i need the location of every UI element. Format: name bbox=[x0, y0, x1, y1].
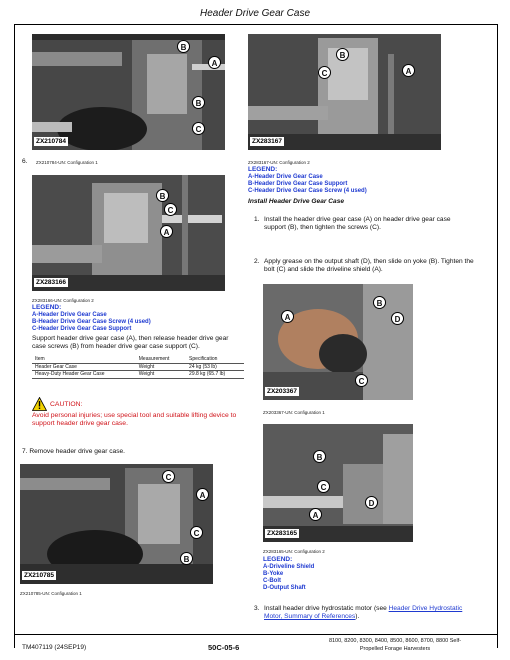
legend-heading: LEGEND: bbox=[263, 556, 293, 563]
callout-a: A bbox=[281, 310, 294, 323]
spec-table bbox=[32, 356, 244, 379]
legend-heading: LEGEND: bbox=[32, 304, 62, 311]
step-number: 3. bbox=[254, 605, 260, 612]
footer-rule bbox=[14, 634, 498, 635]
table-cell: 29.8 kg (65.7 lb) bbox=[186, 371, 244, 379]
callout-c: C bbox=[164, 203, 177, 216]
legend-item: C-Bolt bbox=[263, 577, 281, 584]
callout-b: B bbox=[180, 552, 193, 565]
caution-label: CAUTION: bbox=[50, 401, 83, 408]
legend-item: B-Yoke bbox=[263, 570, 284, 577]
callout-d: D bbox=[365, 496, 378, 509]
legend-item: B-Header Drive Gear Case Support bbox=[248, 180, 348, 187]
table-cell: Weight bbox=[136, 363, 186, 371]
right-margin-rule bbox=[497, 24, 498, 648]
figure-caption: ZX283167-UN: Configuration 2 bbox=[248, 160, 310, 165]
step-3-post: ). bbox=[355, 613, 360, 621]
step-2-text: Apply grease on the output shaft (D), then slide on yoke (B). Tighten the bolt (C) and slide the driveline shield (A). bbox=[264, 258, 474, 274]
table-header: Measurement bbox=[136, 356, 186, 363]
photo-zx210784 bbox=[32, 34, 225, 150]
callout-b: B bbox=[313, 450, 326, 463]
photo-id: ZX283166 bbox=[36, 279, 66, 286]
photo-id: ZX210784 bbox=[36, 138, 66, 145]
callout-c: C bbox=[355, 374, 368, 387]
figure-caption: ZX210784-UN: Configuration 1 bbox=[36, 160, 98, 165]
gear-case-photo-illustration bbox=[32, 175, 225, 291]
step-6-text: Support header drive gear case (A), then release header drive gear case screws (B) from header drive gear case support (C). bbox=[32, 335, 229, 351]
footer-doc-id: TM407119 (24SEP19) bbox=[22, 644, 87, 651]
legend-item: C-Header Drive Gear Case Screw (4 used) bbox=[248, 187, 367, 194]
callout-b: B bbox=[373, 296, 386, 309]
hand-grease-photo-illustration bbox=[263, 284, 413, 400]
step-number: 6. bbox=[22, 158, 28, 165]
page-title: Header Drive Gear Case bbox=[199, 8, 311, 19]
caution-text: Avoid personal injuries; use special tool and suitable lifting device to support header drive gear case. bbox=[32, 412, 237, 428]
photo-zx203367 bbox=[263, 284, 413, 400]
table-cell: Weight bbox=[136, 371, 186, 379]
photo-id: ZX203367 bbox=[267, 388, 297, 395]
figure-caption: ZX203367-UN: Configuration 1 bbox=[263, 410, 325, 415]
callout-b: B bbox=[156, 189, 169, 202]
table-cell: Header Gear Case bbox=[32, 363, 136, 371]
callout-a: A bbox=[208, 56, 221, 69]
photo-zx210785 bbox=[20, 464, 213, 584]
gear-case-photo-illustration bbox=[20, 464, 213, 584]
table-cell: Heavy-Duty Header Gear Case bbox=[32, 371, 136, 379]
section-heading: Install Header Drive Gear Case bbox=[248, 198, 345, 205]
legend-block bbox=[248, 166, 478, 195]
step-7-text: 7. Remove header drive gear case. bbox=[22, 448, 125, 455]
table-row bbox=[32, 371, 244, 379]
legend-block bbox=[32, 304, 242, 333]
callout-c: C bbox=[192, 122, 205, 135]
footer-model-line: 8100, 8200, 8300, 8400, 8500, 8600, 8700, 8800 Self- bbox=[328, 638, 462, 644]
callout-c: C bbox=[317, 480, 330, 493]
table-header: Specification bbox=[186, 356, 244, 363]
footer-model-line: Propelled Forage Harvesters bbox=[359, 646, 431, 652]
driveline-photo-illustration bbox=[263, 424, 413, 542]
callout-a: A bbox=[160, 225, 173, 238]
photo-id: ZX283165 bbox=[267, 530, 297, 537]
legend-item: A-Header Drive Gear Case bbox=[32, 311, 107, 318]
left-margin-rule bbox=[14, 24, 15, 648]
warning-icon bbox=[32, 397, 47, 411]
legend-item: B-Header Drive Gear Case Screw (4 used) bbox=[32, 318, 151, 325]
legend-heading: LEGEND: bbox=[248, 166, 278, 173]
figure-caption: ZX283166-UN: Configuration 2 bbox=[32, 298, 94, 303]
header-rule bbox=[14, 24, 498, 25]
photo-id: ZX210785 bbox=[24, 572, 54, 579]
table-header: Item bbox=[32, 356, 136, 363]
photo-id: ZX283167 bbox=[252, 138, 282, 145]
table-cell: 24 kg (53 lb) bbox=[186, 363, 244, 371]
callout-b: B bbox=[192, 96, 205, 109]
table-row bbox=[32, 363, 244, 371]
callout-b: B bbox=[336, 48, 349, 61]
callout-c: C bbox=[162, 470, 175, 483]
step-3-link[interactable]: Header Drive Hydrostatic Motor, Summary of References bbox=[264, 605, 463, 621]
step-1-text: Install the header drive gear case (A) on header drive gear case support (B), then tighten the screws (C). bbox=[264, 216, 451, 232]
legend-item: C-Header Drive Gear Case Support bbox=[32, 325, 132, 332]
step-number: 2. bbox=[254, 258, 260, 265]
callout-a: A bbox=[402, 64, 415, 77]
photo-zx283165 bbox=[263, 424, 413, 542]
photo-zx283167 bbox=[248, 34, 441, 150]
callout-c: C bbox=[318, 66, 331, 79]
step-number: 1. bbox=[254, 216, 260, 223]
callout-b: B bbox=[177, 40, 190, 53]
figure-caption: ZX283165-UN: Configuration 2 bbox=[263, 549, 325, 554]
legend-item: A-Header Drive Gear Case bbox=[248, 173, 323, 180]
callout-d: D bbox=[391, 312, 404, 325]
step-3-text bbox=[264, 605, 479, 622]
callout-a: A bbox=[196, 488, 209, 501]
photo-zx283166 bbox=[32, 175, 225, 291]
callout-a: A bbox=[309, 508, 322, 521]
legend-item: A-Driveline Shield bbox=[263, 563, 315, 570]
step-3-pre: Install header drive hydrostatic motor (see bbox=[264, 605, 387, 612]
footer-page-number: 50C-05-6 bbox=[208, 643, 240, 652]
callout-c: C bbox=[190, 526, 203, 539]
figure-caption: ZX210785-UN: Configuration 1 bbox=[20, 591, 82, 596]
spec-table-wrap bbox=[32, 356, 244, 379]
legend-block bbox=[263, 556, 473, 592]
legend-item: D-Output Shaft bbox=[263, 584, 306, 591]
